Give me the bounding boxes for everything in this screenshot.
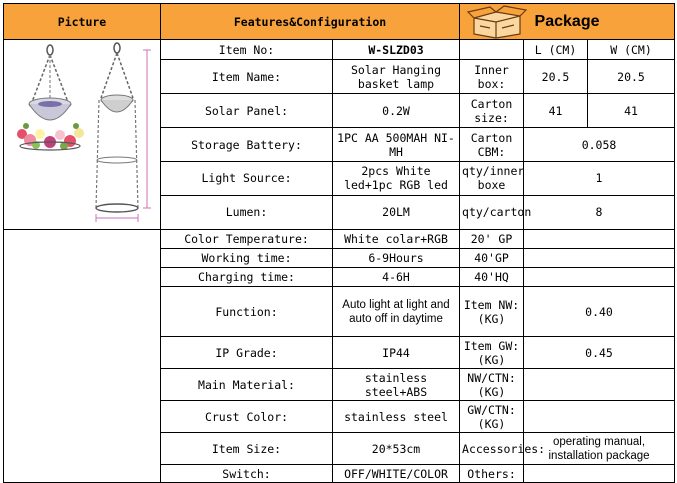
crust-color-value: stainless steel bbox=[333, 401, 460, 433]
nw-ctn-value bbox=[524, 369, 675, 401]
package-empty-cell bbox=[460, 40, 524, 60]
item-no-value: W-SLZD03 bbox=[333, 40, 460, 60]
spec-sheet-table bbox=[3, 3, 675, 483]
item-no-label: Item No: bbox=[161, 40, 333, 60]
lumen-label: Lumen: bbox=[161, 195, 333, 229]
nw-ctn-label: NW/CTN:(KG) bbox=[460, 369, 524, 401]
crust-color-label: Crust Color: bbox=[161, 401, 333, 433]
main-material-label: Main Material: bbox=[161, 369, 333, 401]
gw-ctn-value bbox=[524, 401, 675, 433]
gp20-value bbox=[524, 230, 675, 249]
item-size-value: 20*53cm bbox=[333, 433, 460, 465]
switch-label: Switch: bbox=[161, 465, 333, 483]
light-source-label: Light Source: bbox=[161, 162, 333, 196]
package-header bbox=[460, 4, 675, 40]
qty-inner-label: qty/inner boxe bbox=[460, 162, 524, 196]
ip-grade-label: IP Grade: bbox=[161, 337, 333, 369]
header-row bbox=[4, 4, 675, 40]
qty-inner-value: 1 bbox=[524, 162, 675, 196]
carton-cbm-label: Carton CBM: bbox=[460, 128, 524, 162]
hq40-label: 40'HQ bbox=[460, 268, 524, 287]
table-row bbox=[4, 230, 675, 249]
product-picture-cell bbox=[4, 40, 161, 230]
features-header: Features&Configuration bbox=[161, 4, 460, 40]
item-name-label: Item Name: bbox=[161, 60, 333, 94]
storage-battery-label: Storage Battery: bbox=[161, 128, 333, 162]
qty-carton-label: qty/carton bbox=[460, 195, 524, 229]
charging-time-value: 4-6H bbox=[333, 268, 460, 287]
storage-battery-value: 1PC AA 500MAH NI-MH bbox=[333, 128, 460, 162]
lamp-with-flowers-image bbox=[17, 45, 84, 150]
length-col-header: L (CM) bbox=[524, 40, 588, 60]
inner-box-length: 20.5 bbox=[524, 60, 588, 94]
item-size-label: Item Size: bbox=[161, 433, 333, 465]
others-value bbox=[524, 465, 675, 483]
width-col-header: W (CM) bbox=[588, 40, 675, 60]
table-row bbox=[4, 40, 675, 60]
working-time-value: 6-9Hours bbox=[333, 249, 460, 268]
item-name-value: Solar Hanging basket lamp bbox=[333, 60, 460, 94]
lumen-value: 20LM bbox=[333, 195, 460, 229]
item-nw-label: Item NW:(KG) bbox=[460, 287, 524, 337]
gp40-label: 40'GP bbox=[460, 249, 524, 268]
carton-box-icon bbox=[466, 4, 530, 40]
product-photo bbox=[6, 40, 163, 226]
accessories-label: Accessories: bbox=[460, 433, 524, 465]
lamp-dimension-image bbox=[96, 43, 151, 222]
function-value: Auto light at light and auto off in daytime bbox=[333, 287, 460, 337]
light-source-value: 2pcs White led+1pc RGB led bbox=[333, 162, 460, 196]
solar-panel-value: 0.2W bbox=[333, 94, 460, 128]
carton-size-length: 41 bbox=[524, 94, 588, 128]
color-temperature-label: Color Temperature: bbox=[161, 230, 333, 249]
solar-panel-label: Solar Panel: bbox=[161, 94, 333, 128]
others-label: Others: bbox=[460, 465, 524, 483]
switch-value: OFF/WHITE/COLOR bbox=[333, 465, 460, 483]
main-material-value: stainless steel+ABS bbox=[333, 369, 460, 401]
working-time-label: Working time: bbox=[161, 249, 333, 268]
gp40-value bbox=[524, 249, 675, 268]
function-label: Function: bbox=[161, 287, 333, 337]
item-gw-value: 0.45 bbox=[524, 337, 675, 369]
carton-size-width: 41 bbox=[588, 94, 675, 128]
accessories-value: operating manual, installation package bbox=[524, 433, 675, 465]
inner-box-width: 20.5 bbox=[588, 60, 675, 94]
charging-time-label: Charging time: bbox=[161, 268, 333, 287]
item-gw-label: Item GW:(KG) bbox=[460, 337, 524, 369]
ip-grade-value: IP44 bbox=[333, 337, 460, 369]
item-nw-value: 0.40 bbox=[524, 287, 675, 337]
qty-carton-value: 8 bbox=[524, 195, 675, 229]
picture-header: Picture bbox=[4, 4, 161, 40]
color-temperature-value: White colar+RGB bbox=[333, 230, 460, 249]
package-header-label: Package bbox=[534, 12, 600, 30]
carton-size-label: Carton size: bbox=[460, 94, 524, 128]
inner-box-label: Inner box: bbox=[460, 60, 524, 94]
hq40-value bbox=[524, 268, 675, 287]
gp20-label: 20' GP bbox=[460, 230, 524, 249]
gw-ctn-label: GW/CTN:(KG) bbox=[460, 401, 524, 433]
carton-cbm-value: 0.058 bbox=[524, 128, 675, 162]
picture-blank-cell bbox=[4, 230, 161, 483]
